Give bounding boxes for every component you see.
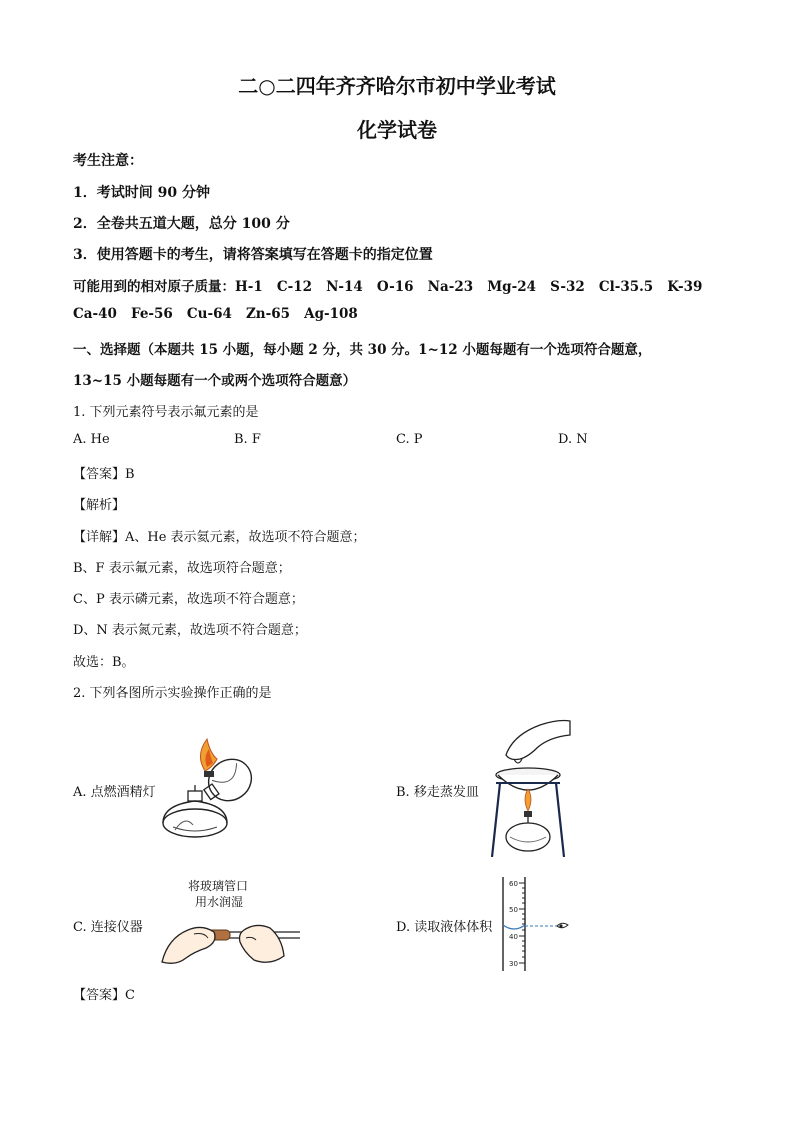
- exam-subtitle: 化学试卷: [357, 118, 437, 142]
- figure-c-caption-line2: 用水润湿: [195, 895, 244, 909]
- cylinder-tick-50: 50: [509, 906, 518, 914]
- section-heading-line1: 一、选择题（本题共 15 小题，每小题 2 分，共 30 分。1~12 小题每题有一个选项符合题意，: [73, 342, 652, 358]
- q1-detail-4: D、N 表示氮元素，故选项不符合题意；: [73, 623, 307, 638]
- q1-analysis: 【解析】: [73, 498, 126, 513]
- q2-option-d: D. 读取液体体积: [396, 920, 493, 935]
- atomic-masses-line1: 可能用到的相对原子质量：H-1 C-12 N-14 O-16 Na-23 Mg-24 S-32 Cl-35.5 K-39: [73, 279, 703, 295]
- section-heading-line2: 13~15 小题每题有一个或两个选项符合题意）: [73, 373, 357, 389]
- evaporating-dish-figure: [478, 715, 573, 860]
- cylinder-tick-30: 30: [509, 960, 518, 968]
- q1-option-b: B. F: [234, 432, 261, 447]
- exam-title: 二○二四年齐齐哈尔市初中学业考试: [238, 74, 556, 98]
- alcohol-lamp-lighting-figure: [155, 735, 270, 845]
- cylinder-tick-60: 60: [509, 880, 518, 888]
- notice-item-2: 2．全卷共五道大题，总分 100 分: [73, 216, 290, 232]
- q1-stem: 1. 下列元素符号表示氟元素的是: [73, 405, 259, 420]
- atomic-masses-line2: Ca-40 Fe-56 Cu-64 Zn-65 Ag-108: [73, 306, 358, 322]
- q1-option-c: C. P: [396, 432, 423, 447]
- q2-stem: 2. 下列各图所示实验操作正确的是: [73, 686, 272, 701]
- q1-detail-1: 【详解】A、He 表示氦元素，故选项不符合题意；: [73, 530, 366, 545]
- q1-answer: 【答案】B: [73, 467, 135, 482]
- q1-conclusion: 故选：B。: [73, 655, 135, 670]
- q1-detail-2: B、F 表示氟元素，故选项符合题意；: [73, 561, 291, 576]
- q1-detail-3: C、P 表示磷元素，故选项不符合题意；: [73, 592, 304, 607]
- notice-item-1: 1．考试时间 90 分钟: [73, 185, 210, 201]
- q2-option-c: C. 连接仪器: [73, 920, 143, 935]
- figure-c-caption-line1: 将玻璃管口: [188, 879, 249, 893]
- notice-heading: 考生注意：: [73, 153, 143, 169]
- q1-option-d: D. N: [558, 432, 588, 447]
- q2-answer: 【答案】C: [73, 988, 135, 1003]
- notice-item-3: 3．使用答题卡的考生，请将答案填写在答题卡的指定位置: [73, 247, 433, 263]
- q2-option-b: B. 移走蒸发皿: [396, 785, 479, 800]
- q1-option-a: A. He: [73, 432, 110, 447]
- q2-option-a: A. 点燃酒精灯: [73, 785, 156, 800]
- cylinder-tick-40: 40: [509, 933, 518, 941]
- graduated-cylinder-figure: [495, 875, 575, 973]
- connect-apparatus-figure: [160, 912, 302, 970]
